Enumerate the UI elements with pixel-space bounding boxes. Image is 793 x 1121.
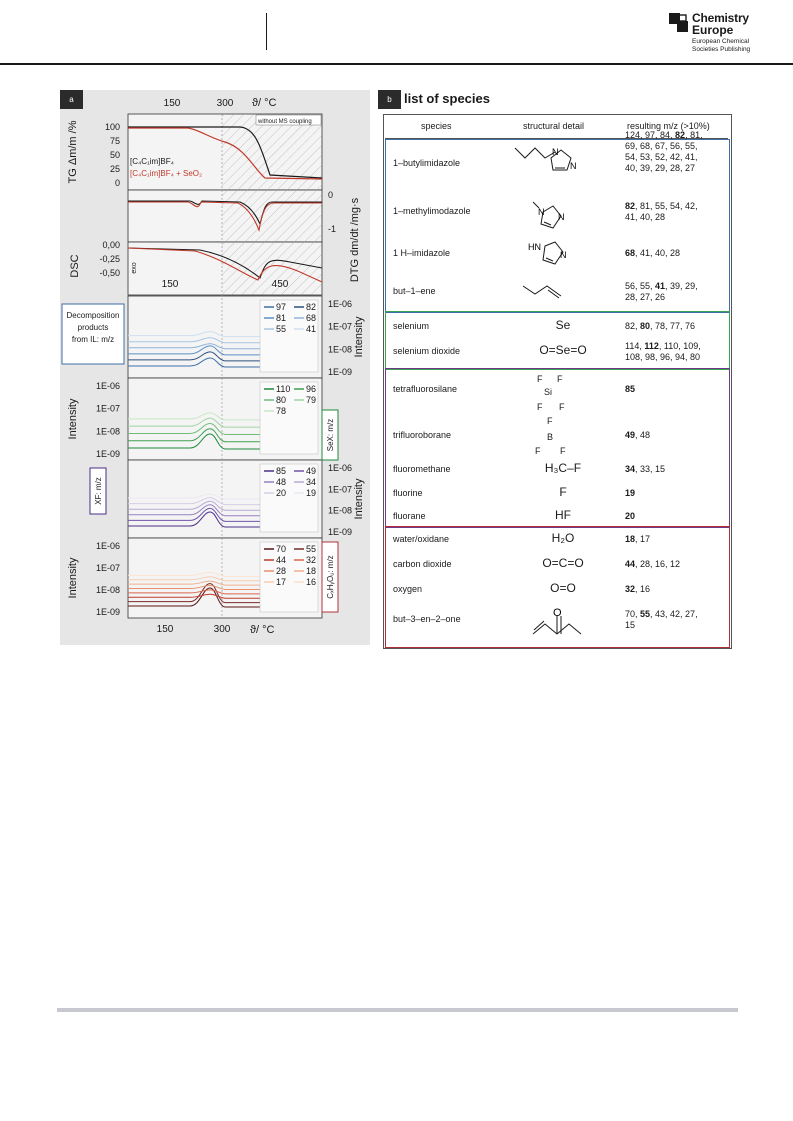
dsc-inner-tick-450: 450: [271, 279, 289, 290]
header-rule: [0, 63, 793, 65]
tg-tick: 100: [104, 122, 120, 132]
panel-b-label: b: [378, 90, 401, 109]
panel-a-label: a: [60, 90, 83, 109]
butenone-o: O: [553, 607, 562, 619]
ms2-tick: 1E-09: [95, 449, 120, 459]
mz-fragment: 28, 27, 26: [625, 291, 666, 302]
ms1-legend-41: 41: [306, 324, 317, 334]
species-name: tetrafluorosilane: [393, 384, 458, 394]
mz-fragment: 54, 53, 52, 42, 41,: [625, 151, 698, 162]
dsc-inner-tick-150: 150: [161, 279, 179, 290]
dsc-tick: -0,25: [99, 254, 120, 264]
tg-tick: 75: [109, 136, 120, 146]
bottom-axis-label: ϑ/ °C: [250, 624, 275, 636]
mz-fragment: 114,: [625, 340, 645, 351]
bottom-tick-300: 300: [213, 624, 231, 635]
species-name: but–1–ene: [393, 286, 436, 296]
mz-fragment: 70,: [625, 608, 641, 619]
tg-note: without MS coupling: [258, 119, 312, 125]
journal-name-line1: Chemistry: [692, 11, 749, 25]
ms3-boxlabel: XF: m/z: [94, 477, 103, 505]
dsc-ylabel: DSC: [69, 254, 81, 278]
hatched-region: [222, 114, 322, 295]
species-structure: F: [559, 485, 567, 499]
species-name: 1–butylimidazole: [393, 158, 461, 168]
ms4-legend-17: 17: [276, 577, 287, 587]
panel-a-plots: [60, 90, 370, 645]
mz-fragment: , 78, 77, 76: [650, 321, 696, 331]
top-tick-150: 150: [163, 98, 181, 109]
structure-drawings: [383, 114, 732, 649]
ms2-legend-78: 78: [276, 406, 287, 416]
species-name: 1 H–imidazole: [393, 248, 451, 258]
mz-base-peak: 82: [675, 129, 686, 140]
tg-tick: 50: [109, 150, 120, 160]
mz-fragment: , 33, 15: [635, 464, 666, 474]
col-header-structure: structural detail: [523, 121, 585, 131]
ms3-legend-85: 85: [276, 466, 287, 476]
mz-base-peak: 80: [640, 321, 651, 331]
imid-n-label-4: N: [558, 212, 565, 222]
sif4-si: Si: [544, 387, 553, 397]
mz-base-peak: 44: [625, 559, 636, 569]
ms4-tick: 1E-09: [95, 607, 120, 617]
ms2-legend-96: 96: [306, 384, 317, 394]
journal-name-line2: Europe: [692, 23, 734, 37]
ms2-tick: 1E-06: [95, 381, 120, 391]
species-name: fluoromethane: [393, 464, 451, 474]
ms4-ylabel: Intensity: [67, 557, 79, 599]
sif4-structure: [537, 374, 565, 412]
sif4-f3: F: [537, 402, 543, 412]
ms4-legend-55: 55: [306, 544, 317, 554]
panel-b-title: list of species: [404, 91, 490, 106]
species-name: water/oxidane: [393, 534, 450, 544]
ms1-tick: 1E-07: [328, 321, 353, 332]
species-name: oxygen: [393, 584, 423, 594]
imid-n-label-1: N: [552, 147, 559, 157]
mz-fragment: 41, 40, 28: [625, 211, 666, 222]
mz-fragment: , 81,: [685, 129, 703, 140]
ms1-legend-55: 55: [276, 324, 287, 334]
bf3-b: B: [547, 432, 554, 442]
mz-fragment: 15: [625, 619, 636, 630]
mz-fragment: 56, 55,: [625, 280, 656, 291]
mz-fragment: , 16: [635, 584, 651, 594]
mz-base-peak: 82: [625, 200, 636, 211]
ms4-legend-16: 16: [306, 577, 317, 587]
top-tick-300: 300: [216, 98, 234, 109]
mz-fragment: , 43, 42, 27,: [650, 608, 698, 619]
mz-fragment: 82,: [625, 321, 641, 331]
mz-fragment: 124, 97, 84,: [625, 129, 676, 140]
tg-tick: 25: [109, 164, 120, 174]
species-structure: O=C=O: [542, 556, 584, 570]
mz-fragment: , 48: [635, 430, 651, 440]
mz-base-peak: 18: [625, 534, 636, 544]
dsc-tick: -0,50: [99, 268, 120, 278]
species-structure: HF: [555, 508, 571, 522]
mz-base-peak: 19: [625, 488, 636, 498]
species-name: 1–methylimodazole: [393, 206, 471, 216]
species-name: trifluoroborane: [393, 430, 452, 440]
ms4-tick: 1E-06: [95, 541, 120, 551]
ms1-tick: 1E-06: [328, 299, 353, 309]
publisher-line2: Societies Publishing: [692, 46, 751, 53]
journal-logo[interactable]: [668, 12, 778, 56]
species-name: but–3–en–2–one: [393, 614, 461, 624]
bf3-f2: F: [535, 446, 541, 456]
ms1-boxlabel-3: from IL: m/z: [71, 335, 115, 344]
sif4-f1: F: [537, 374, 543, 384]
bf3-f1: F: [547, 416, 553, 426]
ms4-boxlabel: CₓHᵧOᵤ: m/z: [326, 555, 335, 599]
sif4-f4: F: [559, 402, 565, 412]
chemistry-europe-logo-icon: [668, 12, 690, 34]
species-structure: O=O: [550, 581, 576, 595]
species-name: carbon dioxide: [393, 559, 452, 569]
mz-base-peak: 32: [625, 584, 636, 594]
ms2-legend-79: 79: [306, 395, 317, 405]
mz-fragment: 69, 68, 67, 56, 55,: [625, 140, 698, 151]
ms2-tick: 1E-07: [95, 403, 120, 414]
tg-legend-2: [C₄C₁im]BF₄ + SeO₂: [130, 169, 203, 178]
mz-base-peak: 112: [644, 340, 659, 351]
dsc-exo: exo: [131, 262, 138, 274]
species-name: fluorane: [393, 511, 426, 521]
ms1-legend-81: 81: [276, 313, 287, 323]
imid-hn-label: HN: [528, 242, 541, 252]
dtg-ylabel: DTG dm/dt /mg·s: [349, 197, 361, 283]
species-structure: O=Se=O: [539, 343, 587, 357]
top-axis-label: ϑ/ °C: [252, 97, 277, 109]
mz-base-peak: 41: [655, 280, 666, 291]
mz-fragment: , 110, 109,: [658, 340, 701, 351]
publisher-name: [692, 38, 750, 54]
tg-ylabel: TG Δm/m /%: [67, 120, 79, 184]
ms4-tick: 1E-07: [95, 563, 120, 573]
tg-legend-1: [C₄C₁im]BF₄: [130, 157, 174, 166]
ms3-legend-20: 20: [276, 488, 287, 498]
dsc-tick: 0,00: [102, 240, 120, 250]
mz-base-peak: 68: [625, 248, 636, 258]
mz-base-peak: 20: [625, 511, 636, 521]
bottom-tick-150: 150: [156, 624, 174, 635]
mz-base-peak: 34: [625, 464, 636, 474]
ms3-legend-19: 19: [306, 488, 317, 498]
mz-base-peak: 55: [640, 608, 651, 619]
ms1-tick: 1E-08: [328, 344, 353, 355]
mz-fragment: 40, 39, 29, 28, 27: [625, 162, 696, 173]
col-header-species: species: [421, 121, 452, 131]
species-structure: H₃C–F: [544, 461, 582, 475]
ms3-legend-34: 34: [306, 477, 317, 487]
ms1-boxlabel-1: Decomposition: [66, 311, 120, 320]
ms1-legend-82: 82: [306, 302, 317, 312]
ms4-legend-18: 18: [306, 566, 317, 576]
ms4-legend-28: 28: [276, 566, 287, 576]
header-divider: [266, 13, 267, 50]
ms3-legend-49: 49: [306, 466, 317, 476]
dtg-tick: 0: [328, 190, 334, 200]
species-table: [383, 114, 732, 649]
publisher-line1: European Chemical: [692, 38, 750, 45]
sif4-f2: F: [557, 374, 563, 384]
bf3-f3: F: [560, 446, 566, 456]
ms3-ylabel: Intensity: [353, 478, 365, 520]
ms4-tick: 1E-08: [95, 585, 120, 595]
ms4-legend-70: 70: [276, 544, 287, 554]
ms3-tick: 1E-09: [328, 527, 353, 537]
ms1-tick: 1E-09: [328, 367, 353, 377]
butylimidazole-structure: [515, 148, 571, 170]
imid-n-label-5: N: [560, 250, 567, 260]
imid-n-label-3: N: [538, 207, 545, 217]
mz-fragment: , 81, 55, 54, 42,: [635, 200, 698, 211]
ms4-legend-44: 44: [276, 555, 287, 565]
dtg-tick: -1: [328, 224, 337, 234]
species-name: fluorine: [393, 488, 423, 498]
mz-fragment: , 28, 16, 12: [635, 559, 681, 569]
tg-tick: 0: [114, 178, 120, 188]
butene-structure: [523, 286, 561, 298]
col-header-mz: resulting m/z (>10%): [627, 121, 710, 131]
ms3-tick: 1E-07: [328, 484, 353, 495]
figure-panel-a: [60, 90, 370, 645]
mz-base-peak: 49: [625, 430, 636, 440]
ms2-boxlabel: SeX: m/z: [326, 418, 335, 452]
species-structure: Se: [555, 318, 571, 332]
ms1-ylabel: Intensity: [353, 316, 365, 358]
ms3-tick: 1E-06: [328, 463, 353, 473]
species-name: selenium: [393, 321, 430, 331]
mz-fragment: , 41, 40, 28: [635, 248, 681, 258]
mz-fragment: , 39, 29,: [665, 280, 698, 291]
ms1-legend-68: 68: [306, 313, 317, 323]
ms2-tick: 1E-08: [95, 426, 120, 437]
ms2-ylabel: Intensity: [67, 398, 79, 440]
species-name: selenium dioxide: [393, 346, 461, 356]
ms2-legend-110: 110: [276, 384, 291, 394]
ms4-legend-32: 32: [306, 555, 317, 565]
mz-fragment: , 17: [635, 534, 651, 544]
ms1-boxlabel-2: products: [77, 323, 109, 332]
imid-n-label-2: N: [570, 161, 577, 171]
ms3-tick: 1E-08: [328, 505, 353, 516]
species-structure: H₂O: [551, 531, 575, 545]
bf3-structure: [535, 416, 566, 456]
ms3-legend-48: 48: [276, 477, 287, 487]
mz-base-peak: 85: [625, 384, 636, 394]
ms1-legend-97: 97: [276, 302, 287, 312]
mz-fragment: 108, 98, 96, 94, 80: [625, 351, 701, 362]
ms2-legend-80: 80: [276, 395, 287, 405]
footer-bar: [57, 1008, 738, 1012]
